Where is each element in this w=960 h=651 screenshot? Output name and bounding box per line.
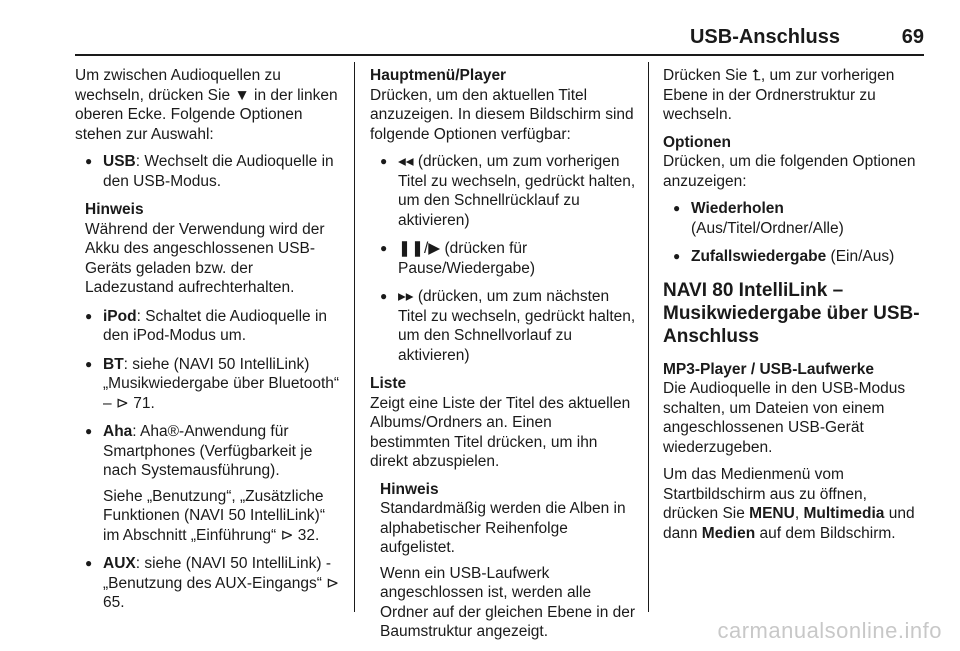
section-title: NAVI 80 IntelliLink – Musikwiedergabe über USB-Anschluss: [663, 279, 920, 347]
list-item-next: [370, 287, 636, 365]
desc-aux: : siehe (NAVI 50 IntelliLink) - „Benutzung des AUX-Eingangs“ ⊳ 65.: [103, 555, 340, 611]
term-aha: Aha: [103, 423, 133, 440]
menu-text-post: auf dem Bildschirm.: [755, 524, 896, 542]
list-item-previous: [370, 152, 636, 230]
desc-next: ▸▸ (drücken, um zum nächsten Titel zu wechseln, gedrückt halten, um den Schnellvorlauf zu aktivieren): [398, 288, 636, 364]
note-box-albums: [380, 480, 636, 642]
list-item-ipod: [75, 307, 341, 346]
mp3-text: Die Audioquelle in den USB-Modus schalten, um Dateien von einem angeschlossenen USB-Gerät wiederzugeben.: [663, 380, 906, 456]
main-menu-heading: Hauptmenü/Player: [370, 67, 507, 84]
page-number: 69: [901, 26, 924, 48]
desc-repeat: (Aus/Titel/Ordner/Alle): [691, 219, 844, 237]
term-repeat: Wiederholen: [691, 200, 784, 217]
term-menu: MENU: [749, 505, 795, 522]
list-heading: Liste: [370, 375, 407, 392]
watermark: carmanualsonline.info: [717, 617, 942, 643]
options-paragraph: [663, 133, 925, 192]
menu-text-pre: Um das Medienmenü vom Startbildschirm aus zu öffnen, drücken Sie: [663, 466, 867, 522]
menu-paragraph: [663, 465, 925, 543]
header-rule: [75, 54, 924, 56]
term-bt: BT: [103, 355, 124, 373]
term-aux: AUX: [103, 555, 136, 572]
list-item-aha: [75, 422, 341, 545]
desc-bt: : siehe (NAVI 50 IntelliLink) „Musikwiedergabe über Bluetooth“ – ⊳ 71.: [103, 355, 340, 412]
term-multimedia: Multimedia: [803, 505, 885, 522]
term-usb: USB: [103, 153, 136, 170]
menu-text-mid: und dann: [663, 505, 915, 542]
main-menu-text: Drücken, um den aktuellen Titel anzuzeigen. In diesem Bildschirm sind folgende Optionen verfügbar:: [370, 86, 634, 143]
page-header: [0, 0, 960, 52]
intro-paragraph: Um zwischen Audioquellen zu wechseln, drücken Sie ▼ in der linken oberen Ecke. Folgende Optionen stehen zur Auswahl:: [75, 67, 338, 143]
desc-pause-play: ❚❚/▶ (drücken für Pause/Wiedergabe): [398, 240, 535, 277]
mp3-heading: MP3-Player / USB-Laufwerke: [663, 360, 875, 378]
desc-aha-continued: Siehe „Benutzung“, „Zusätzliche Funktionen (NAVI 50 IntelliLink)“ im Abschnitt „Einführung“ ⊳ 32.: [103, 487, 325, 544]
list-item-shuffle: [663, 247, 925, 267]
note-text-1: Standardmäßig werden die Alben in alphabetischer Reihenfolge aufgelistet.: [380, 500, 626, 556]
back-paragraph: Drücken Sie ⮤, um zur vorherigen Ebene in der Ordnerstruktur zu wechseln.: [663, 67, 895, 123]
mp3-paragraph: [663, 360, 925, 458]
column-1: [75, 66, 341, 622]
list-item-repeat: [663, 199, 925, 238]
note-title: Hinweis: [380, 480, 439, 498]
list-item-usb: [75, 152, 341, 191]
note-box-charging: [85, 200, 341, 298]
term-shuffle: Zufallswiedergabe: [691, 248, 827, 265]
list-item-bt: [75, 355, 341, 414]
main-menu-paragraph: [370, 66, 636, 144]
options-text: Drücken, um die folgenden Optionen anzuzeigen:: [663, 153, 916, 190]
desc-aha: : Aha®-Anwendung für Smartphones (Verfügbarkeit je nach Systemausführung).: [103, 423, 313, 479]
desc-ipod: : Schaltet die Audioquelle in den iPod-Modus um.: [103, 307, 328, 344]
term-medien: Medien: [701, 524, 756, 542]
menu-sep: ,: [794, 505, 804, 522]
list-paragraph: [370, 374, 636, 472]
term-ipod: iPod: [103, 307, 137, 325]
column-divider-1: [354, 62, 355, 612]
note-text: Während der Verwendung wird der Akku des angeschlossenen USB-Geräts geladen bzw. der Ladezustand aufrechterhalten.: [85, 220, 325, 296]
column-divider-2: [648, 62, 649, 612]
column-3: [663, 66, 925, 551]
desc-previous: ◂◂ (drücken, um zum vorherigen Titel zu wechseln, gedrückt halten, um den Schnellrücklauf zu aktivieren): [398, 153, 636, 229]
options-heading: Optionen: [663, 133, 732, 151]
list-item-aux: [75, 554, 341, 613]
list-item-pause-play: [370, 239, 636, 278]
desc-shuffle: (Ein/Aus): [826, 248, 895, 265]
column-2: [370, 66, 636, 651]
note-title: Hinweis: [85, 201, 144, 218]
note-text-2: Wenn ein USB-Laufwerk angeschlossen ist, werden alle Ordner auf der gleichen Ebene in der Baumstruktur angezeigt.: [380, 564, 636, 640]
list-text: Zeigt eine Liste der Titel des aktuellen Albums/Ordners an. Einen bestimmten Titel drücken, um ihn direkt abzuspielen.: [370, 394, 631, 470]
desc-usb: : Wechselt die Audioquelle in den USB-Modus.: [103, 153, 334, 190]
page-title: USB-Anschluss: [689, 26, 840, 48]
